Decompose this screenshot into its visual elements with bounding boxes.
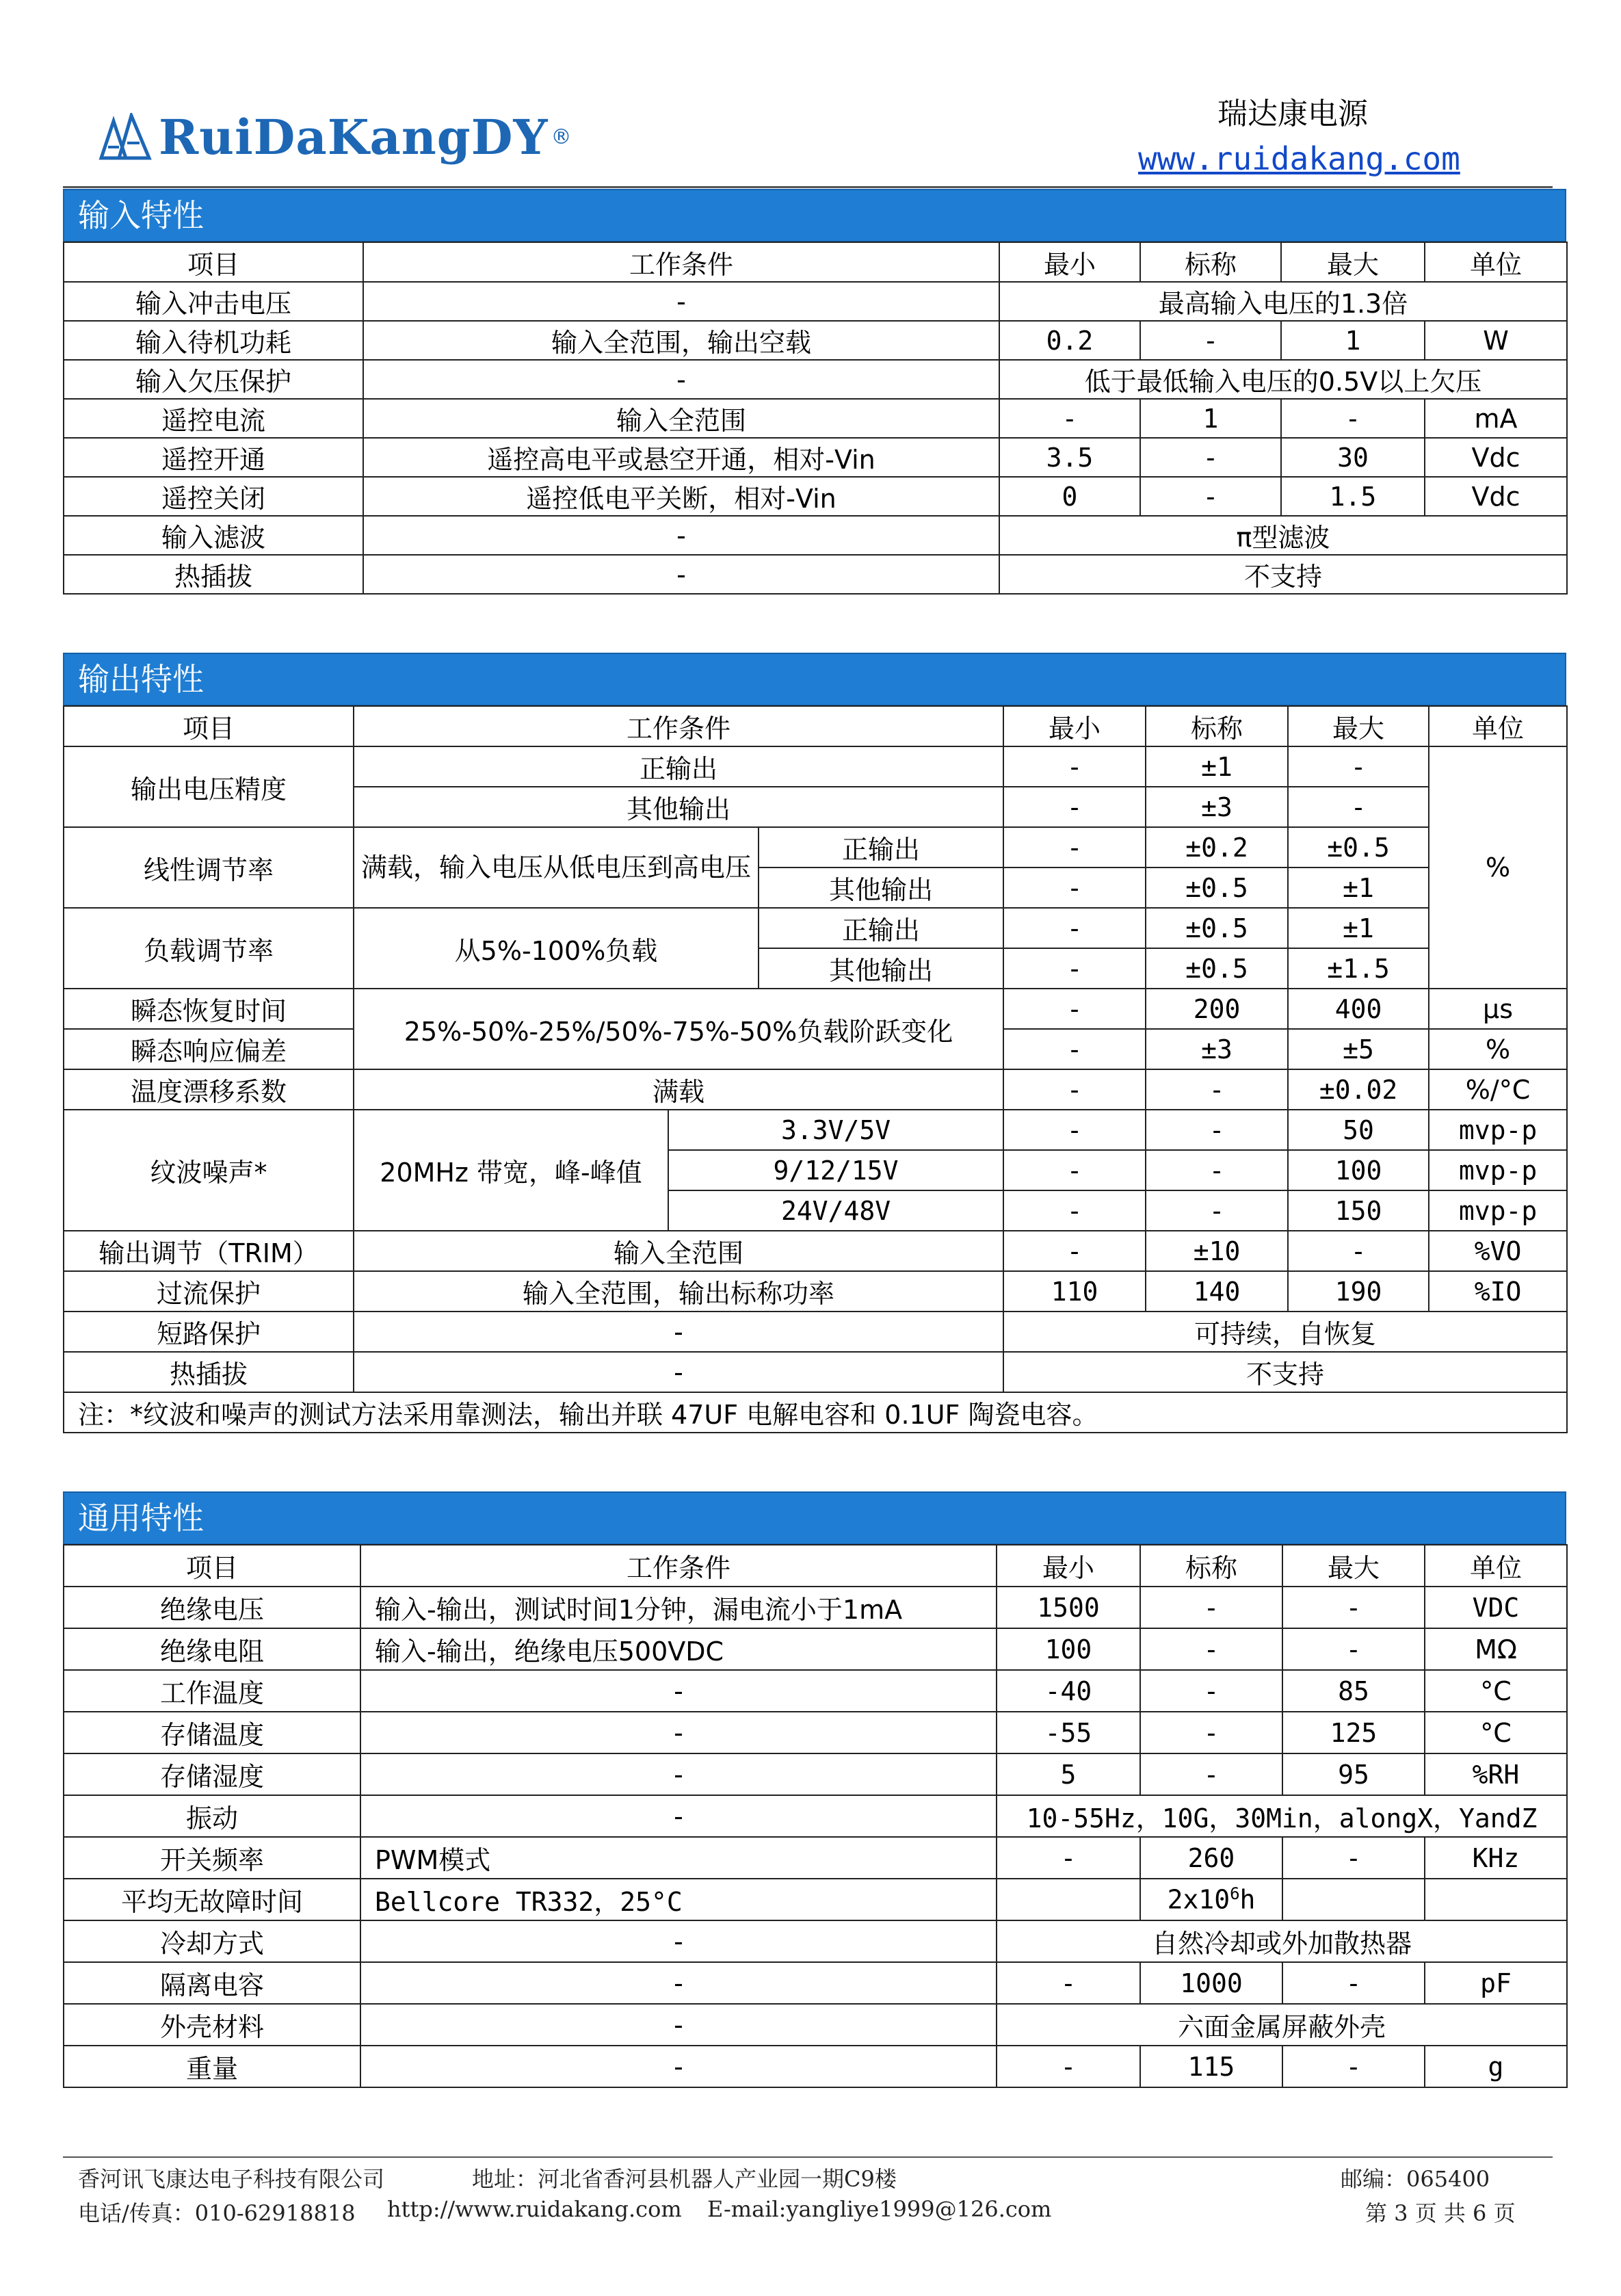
condition-cell: 输入全范围: [354, 1231, 1003, 1271]
header-cell: 单位: [1425, 242, 1567, 282]
typ-cell: ±10: [1146, 1231, 1288, 1271]
value-span-cell: 不支持: [999, 555, 1567, 594]
condition-cell: -: [360, 2004, 997, 2046]
unit-cell: μs: [1429, 989, 1567, 1029]
unit-cell: pF: [1425, 1962, 1567, 2004]
brand-name: RuiDaKangDY: [159, 108, 549, 166]
item-cell: 遥控电流: [64, 399, 363, 438]
min-cell: -: [997, 2046, 1140, 2087]
typ-cell: [1140, 1879, 1282, 1920]
condition-cell: -: [354, 1312, 1003, 1352]
condition-cell: 输入全范围，输出空载: [363, 321, 999, 360]
unit-cell: °C: [1425, 1712, 1567, 1753]
condition-cell: -: [363, 282, 999, 321]
max-cell: 1: [1281, 321, 1425, 360]
min-cell: 110: [1003, 1271, 1146, 1312]
table-row: [64, 746, 1567, 787]
condition-cell: PWM模式: [360, 1837, 997, 1879]
item-cell: 振动: [64, 1795, 360, 1837]
min-cell: -: [997, 1837, 1140, 1879]
sub-condition-cell: 24V/48V: [668, 1190, 1003, 1231]
header-cell: 最大: [1281, 242, 1425, 282]
item-cell: 输入滤波: [64, 516, 363, 555]
unit-cell: mvp-p: [1429, 1110, 1567, 1150]
max-cell: -: [1281, 399, 1425, 438]
table-row: [64, 1069, 1567, 1110]
condition-cell: 输入-输出，绝缘电压500VDC: [360, 1628, 997, 1670]
table-row: [64, 1837, 1567, 1879]
condition-cell: -: [360, 1670, 997, 1712]
max-cell: -: [1282, 1628, 1425, 1670]
item-cell: 瞬态恢复时间: [64, 989, 354, 1029]
item-cell: 输出调节（TRIM）: [64, 1231, 354, 1271]
table-row: [64, 1110, 1567, 1150]
value-span-cell: 10-55Hz，10G，30Min，alongX，YandZ: [997, 1795, 1567, 1837]
table-header-row: [64, 1545, 1567, 1587]
registered-mark: ®: [551, 125, 572, 149]
unit-cell: %VO: [1429, 1231, 1567, 1271]
min-cell: -: [1003, 908, 1146, 948]
typ-cell: ±3: [1146, 1029, 1288, 1069]
item-cell: 隔离电容: [64, 1962, 360, 2004]
typ-cell: ±3: [1146, 787, 1288, 827]
item-cell: 遥控关闭: [64, 477, 363, 516]
typ-cell: 200: [1146, 989, 1288, 1029]
footer-divider: [63, 2156, 1553, 2158]
condition-cell: 正输出: [354, 746, 1003, 787]
condition-cell: -: [363, 555, 999, 594]
typ-cell: 260: [1140, 1837, 1282, 1879]
typ-cell: -: [1140, 1628, 1282, 1670]
table-row: [64, 516, 1567, 555]
header-cell: 最大: [1282, 1545, 1425, 1587]
table-row: [64, 360, 1567, 399]
condition-cell: 输入全范围: [363, 399, 999, 438]
table-row: [64, 1879, 1567, 1920]
max-cell: ±0.02: [1288, 1069, 1429, 1110]
header-cell: 最小: [997, 1545, 1140, 1587]
max-cell: ±1.5: [1288, 948, 1429, 989]
condition-cell: -: [363, 516, 999, 555]
sub-condition-cell: 3.3V/5V: [668, 1110, 1003, 1150]
condition-cell: 满载: [354, 1069, 1003, 1110]
max-cell: 85: [1282, 1670, 1425, 1712]
table-row: [64, 2046, 1567, 2087]
typ-cell: -: [1140, 321, 1281, 360]
table-row: [64, 1312, 1567, 1352]
typ-cell: ±0.2: [1146, 827, 1288, 867]
max-cell: ±5: [1288, 1029, 1429, 1069]
value-span-cell: 不支持: [1003, 1352, 1567, 1392]
unit-cell: %: [1429, 1029, 1567, 1069]
min-cell: 100: [997, 1628, 1140, 1670]
max-cell: -: [1288, 787, 1429, 827]
table-row: [64, 1231, 1567, 1271]
table-row: [64, 321, 1567, 360]
min-cell: -: [1003, 787, 1146, 827]
header-cell: 最小: [999, 242, 1140, 282]
item-cell: 输入冲击电压: [64, 282, 363, 321]
header-cell: 最小: [1003, 706, 1146, 746]
value-span-cell: 六面金属屏蔽外壳: [997, 2004, 1567, 2046]
unit-cell: mA: [1425, 399, 1567, 438]
table-header-row: [64, 706, 1567, 746]
table-row: [64, 1753, 1567, 1795]
max-cell: 30: [1281, 438, 1425, 477]
general-spec-table: [63, 1544, 1568, 2088]
sub-condition-cell: 正输出: [759, 908, 1003, 948]
table-row: [64, 989, 1567, 1029]
note-cell: 注：*纹波和噪声的测试方法采用靠测法，输出并联 47UF 电解电容和 0.1UF 陶瓷电容。: [64, 1392, 1567, 1433]
min-cell: -: [1003, 867, 1146, 908]
max-cell: ±1: [1288, 867, 1429, 908]
typ-cell: -: [1140, 438, 1281, 477]
max-cell: 190: [1288, 1271, 1429, 1312]
table-row: [64, 827, 1567, 867]
table-row: [64, 555, 1567, 594]
mtbf-unit: h: [1239, 1884, 1256, 1915]
table-header-row: [64, 242, 1567, 282]
item-cell: 纹波噪声*: [64, 1110, 354, 1231]
condition-cell: 遥控高电平或悬空开通，相对-Vin: [363, 438, 999, 477]
min-cell: -55: [997, 1712, 1140, 1753]
item-cell: 存储湿度: [64, 1753, 360, 1795]
website-link[interactable]: www.ruidakang.com: [1138, 140, 1460, 177]
min-cell: [997, 1879, 1140, 1920]
min-cell: -40: [997, 1670, 1140, 1712]
max-cell: 400: [1288, 989, 1429, 1029]
footer-url[interactable]: http://www.ruidakang.com: [387, 2196, 682, 2222]
unit-cell: VDC: [1425, 1587, 1567, 1628]
typ-cell: -: [1140, 1670, 1282, 1712]
typ-cell: ±1: [1146, 746, 1288, 787]
typ-cell: -: [1140, 1712, 1282, 1753]
max-cell: -: [1282, 2046, 1425, 2087]
header-cell: 项目: [64, 706, 354, 746]
min-cell: -: [1003, 1029, 1146, 1069]
footer-page-number: 第 3 页 共 6 页: [1365, 2200, 1516, 2226]
min-cell: -: [1003, 1150, 1146, 1190]
condition-cell: -: [360, 1962, 997, 2004]
unit-cell: %/°C: [1429, 1069, 1567, 1110]
header-cell: 单位: [1429, 706, 1567, 746]
item-cell: 开关频率: [64, 1837, 360, 1879]
min-cell: 0: [999, 477, 1140, 516]
footer-address: 地址：河北省香河县机器人产业园一期C9楼: [472, 2166, 897, 2192]
condition-cell: 从5%-100%负载: [354, 908, 759, 989]
item-cell: 重量: [64, 2046, 360, 2087]
condition-cell: 遥控低电平关断，相对-Vin: [363, 477, 999, 516]
condition-cell: 满载，输入电压从低电压到高电压: [354, 827, 759, 908]
typ-cell: -: [1146, 1069, 1288, 1110]
typ-cell: 140: [1146, 1271, 1288, 1312]
item-cell: 过流保护: [64, 1271, 354, 1312]
condition-cell: Bellcore TR332，25°C: [360, 1879, 997, 1920]
typ-cell: -: [1146, 1110, 1288, 1150]
max-cell: ±1: [1288, 908, 1429, 948]
table-row: [64, 1587, 1567, 1628]
min-cell: -: [1003, 1069, 1146, 1110]
max-cell: -: [1282, 1962, 1425, 2004]
max-cell: 1.5: [1281, 477, 1425, 516]
header-cell: 项目: [64, 242, 363, 282]
table-row: [64, 1670, 1567, 1712]
header-cell: 工作条件: [360, 1545, 997, 1587]
header-cell: 标称: [1140, 1545, 1282, 1587]
min-cell: -: [1003, 1231, 1146, 1271]
table-row: [64, 1795, 1567, 1837]
condition-cell: -: [360, 1795, 997, 1837]
table-note-row: [64, 1392, 1567, 1433]
typ-cell: -: [1146, 1190, 1288, 1231]
item-cell: 工作温度: [64, 1670, 360, 1712]
unit-cell: W: [1425, 321, 1567, 360]
typ-cell: -: [1140, 477, 1281, 516]
item-cell: 输出电压精度: [64, 746, 354, 827]
value-span-cell: 可持续，自恢复: [1003, 1312, 1567, 1352]
unit-cell: mvp-p: [1429, 1150, 1567, 1190]
max-cell: -: [1288, 1231, 1429, 1271]
unit-cell: °C: [1425, 1670, 1567, 1712]
value-span-cell: 最高输入电压的1.3倍: [999, 282, 1567, 321]
section-title-input: 输入特性: [63, 189, 1566, 242]
item-cell: 冷却方式: [64, 1920, 360, 1962]
typ-cell: 1000: [1140, 1962, 1282, 2004]
footer-phone: 电话/传真：010-62918818: [78, 2200, 356, 2226]
item-cell: 短路保护: [64, 1312, 354, 1352]
footer-email[interactable]: E-mail:yangliye1999@126.com: [707, 2196, 1052, 2222]
max-cell: -: [1288, 746, 1429, 787]
max-cell: -: [1282, 1587, 1425, 1628]
typ-cell: -: [1140, 1587, 1282, 1628]
value-span-cell: 低于最低输入电压的0.5V以上欠压: [999, 360, 1567, 399]
condition-cell: -: [354, 1352, 1003, 1392]
footer-company: 香河讯飞康达电子科技有限公司: [78, 2166, 385, 2192]
condition-cell: 20MHz 带宽，峰-峰值: [354, 1110, 668, 1231]
sub-condition-cell: 其他输出: [759, 867, 1003, 908]
sub-condition-cell: 其他输出: [759, 948, 1003, 989]
unit-cell: KHz: [1425, 1837, 1567, 1879]
min-cell: 0.2: [999, 321, 1140, 360]
output-spec-table: [63, 705, 1568, 1433]
mtbf-base: 2x10: [1167, 1884, 1230, 1915]
item-cell: 输入欠压保护: [64, 360, 363, 399]
item-cell: 瞬态响应偏差: [64, 1029, 354, 1069]
item-cell: 热插拔: [64, 1352, 354, 1392]
table-row: [64, 1920, 1567, 1962]
max-cell: 95: [1282, 1753, 1425, 1795]
table-row: [64, 1271, 1567, 1312]
min-cell: -: [1003, 1110, 1146, 1150]
min-cell: 1500: [997, 1587, 1140, 1628]
typ-cell: -: [1146, 1150, 1288, 1190]
table-row: [64, 2004, 1567, 2046]
table-row: [64, 908, 1567, 948]
header-cell: 标称: [1140, 242, 1281, 282]
table-row: [64, 399, 1567, 438]
table-row: [64, 282, 1567, 321]
section-title-general: 通用特性: [63, 1491, 1566, 1545]
header-cell: 项目: [64, 1545, 360, 1587]
min-cell: -: [1003, 948, 1146, 989]
value-span-cell: π型滤波: [999, 516, 1567, 555]
sub-condition-cell: 正输出: [759, 827, 1003, 867]
item-cell: 负载调节率: [64, 908, 354, 989]
header-cell: 工作条件: [363, 242, 999, 282]
unit-cell: mvp-p: [1429, 1190, 1567, 1231]
max-cell: 50: [1288, 1110, 1429, 1150]
header-divider: [63, 186, 1553, 188]
company-name: 瑞达康电源: [1217, 96, 1368, 131]
logo-mark-icon: [98, 113, 152, 161]
input-spec-table: [63, 242, 1568, 595]
value-span-cell: 自然冷却或外加散热器: [997, 1920, 1567, 1962]
item-cell: 平均无故障时间: [64, 1879, 360, 1920]
condition-cell: 其他输出: [354, 787, 1003, 827]
header-cell: 工作条件: [354, 706, 1003, 746]
condition-cell: 输入-输出，测试时间1分钟，漏电流小于1mA: [360, 1587, 997, 1628]
unit-cell: MΩ: [1425, 1628, 1567, 1670]
typ-cell: ±0.5: [1146, 867, 1288, 908]
item-cell: 温度漂移系数: [64, 1069, 354, 1110]
condition-cell: 输入全范围，输出标称功率: [354, 1271, 1003, 1312]
section-title-output: 输出特性: [63, 653, 1566, 706]
header-cell: 单位: [1425, 1545, 1567, 1587]
header-cell: 标称: [1146, 706, 1288, 746]
table-row: [64, 1962, 1567, 2004]
max-cell: 100: [1288, 1150, 1429, 1190]
max-cell: 125: [1282, 1712, 1425, 1753]
item-cell: 绝缘电阻: [64, 1628, 360, 1670]
unit-cell: g: [1425, 2046, 1567, 2087]
condition-cell: -: [360, 1753, 997, 1795]
table-row: [64, 438, 1567, 477]
unit-cell: Vdc: [1425, 438, 1567, 477]
unit-cell: Vdc: [1425, 477, 1567, 516]
table-row: [64, 1628, 1567, 1670]
header-cell: 最大: [1288, 706, 1429, 746]
min-cell: -: [1003, 746, 1146, 787]
brand-logo: [98, 103, 571, 171]
min-cell: -: [1003, 827, 1146, 867]
max-cell: -: [1282, 1837, 1425, 1879]
item-cell: 绝缘电压: [64, 1587, 360, 1628]
condition-cell: 25%-50%-25%/50%-75%-50%负载阶跃变化: [354, 989, 1003, 1069]
item-cell: 输入待机功耗: [64, 321, 363, 360]
item-cell: 线性调节率: [64, 827, 354, 908]
typ-cell: -: [1140, 1753, 1282, 1795]
unit-cell: %RH: [1425, 1753, 1567, 1795]
unit-cell: %IO: [1429, 1271, 1567, 1312]
max-cell: ±0.5: [1288, 827, 1429, 867]
sub-condition-cell: 9/12/15V: [668, 1150, 1003, 1190]
min-cell: 3.5: [999, 438, 1140, 477]
typ-cell: 1: [1140, 399, 1281, 438]
typ-cell: ±0.5: [1146, 908, 1288, 948]
table-row: [64, 477, 1567, 516]
unit-cell: [1425, 1879, 1567, 1920]
min-cell: -: [1003, 1190, 1146, 1231]
min-cell: -: [1003, 989, 1146, 1029]
min-cell: -: [997, 1962, 1140, 2004]
min-cell: 5: [997, 1753, 1140, 1795]
typ-cell: 115: [1140, 2046, 1282, 2087]
table-row: [64, 1352, 1567, 1392]
table-row: [64, 1712, 1567, 1753]
item-cell: 热插拔: [64, 555, 363, 594]
condition-cell: -: [360, 1920, 997, 1962]
condition-cell: -: [363, 360, 999, 399]
condition-cell: -: [360, 1712, 997, 1753]
footer-postcode: 邮编：065400: [1341, 2166, 1490, 2192]
max-cell: 150: [1288, 1190, 1429, 1231]
min-cell: -: [999, 399, 1140, 438]
unit-cell: %: [1429, 746, 1567, 989]
item-cell: 存储温度: [64, 1712, 360, 1753]
item-cell: 外壳材料: [64, 2004, 360, 2046]
typ-cell: ±0.5: [1146, 948, 1288, 989]
mtbf-exponent: 6: [1230, 1884, 1240, 1904]
condition-cell: -: [360, 2046, 997, 2087]
max-cell: [1282, 1879, 1425, 1920]
item-cell: 遥控开通: [64, 438, 363, 477]
